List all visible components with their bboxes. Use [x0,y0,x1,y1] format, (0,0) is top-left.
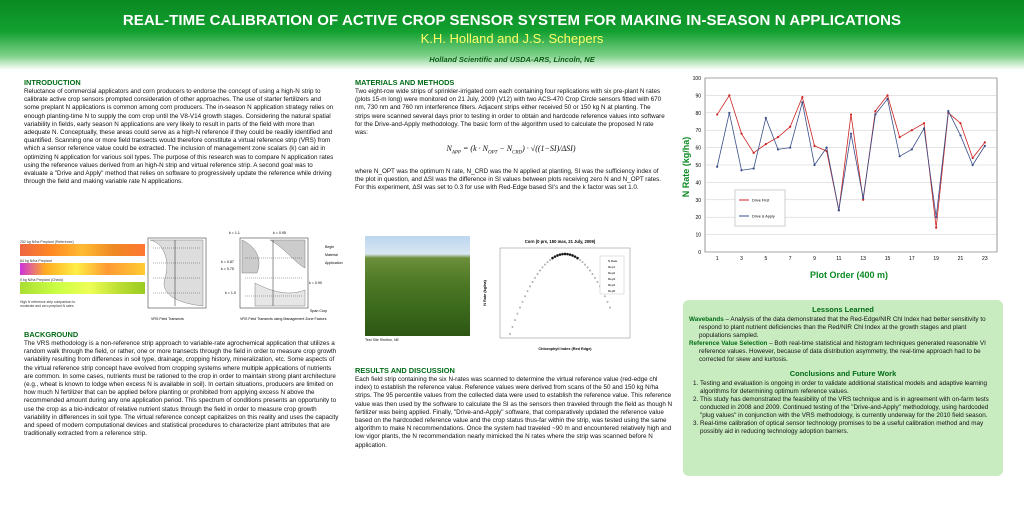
series-1-point [777,136,779,138]
scatter-point [514,319,515,320]
series-2-point [813,164,815,166]
series-2-point [984,145,986,147]
background-heading: BACKGROUND [24,330,79,339]
poster-title: REAL-TIME CALIBRATION OF ACTIVE CROP SENSOR SYSTEM FOR MAKING IN-SEASON N APPLICATIONS [122,12,902,29]
strip-label-2: 84 kg N/ha Preplant [20,259,52,263]
series-2-point [728,112,730,114]
scatter-point [587,267,588,268]
methods-heading: MATERIALS AND METHODS [355,78,455,87]
series-1-point [850,113,852,115]
scatter-point [532,281,533,282]
scatter-point [534,277,535,278]
scatter-point [579,259,580,260]
series-1-point [899,136,901,138]
conclusion-item: 3. Real-time calibration of optical sensor technology promises to be a useful calibration method and may possibly aid in reducing technology adoption barriers. [700,420,997,436]
corn-field-image [365,236,470,336]
series-2-point [765,117,767,119]
scatter-point [564,253,566,255]
scatter-point [551,257,553,259]
scatter-legend-label: Rep3 [608,277,616,281]
conclusion-item: 1. Testing and evaluation is ongoing in order to validate additional statistical models and adaptive learning algorithms for determining optimum reference values. [700,380,997,396]
scatter-point [607,301,608,302]
wavebands-text: – Analysis of the data demonstrated that the Red-Edge/NIR Chl Index had better sensitivity to respond to plant nutrient deficiencies than the Red/NIR Chl Index at the growth stages and plant populations sampled. [699,316,986,339]
series-2-point [862,197,864,199]
photo-caption: Test Site Shelton, NE [365,338,399,342]
scatter-point [554,255,556,257]
chart-xlabel: Plot Order (400 m) [809,270,889,280]
y-tick-label: 100 [692,76,701,82]
y-tick-label: 0 [698,250,701,256]
series-1-point [728,94,730,96]
chart-legend [735,190,785,226]
series-2-point [899,155,901,157]
background-text: The VRS methodology is a non-reference strip approach to variable-rate agrochemical application that utilizes a random walk through the field, or rather, one or more transects through the field in order to measure crop growth variability resulting from differences in soil type, drainage, cropping history, mineralization, etc. Some aspects of the virtual reference strip concept have evolved from cropping systems where multiple applications of nutrients are common. In some cases, nutrients must be rationed to the crop in order to maintain strong plant architecture (e.g., wheat is known to lodge when excess N is available in soil). In certain situations, producers are limited on how much N fertilizer that can be applied before planting or prohibited from applying excess N above the recommended amount during any one application period. This spectrum of conditions presents an opportunity to use the crop as a bio-indicator of relative nutrient status through the field in order to measure crop growth variability in differences in soil type. The virtual reference concept capitalizes on this reality and uses the capacity and speed of modern computational devices and statistical procedures to characterize plant attributes that are traditionally extracted from a reference strip. [24,340,339,438]
refsel-label: Reference Value Selection [689,340,768,347]
vrs-field-caption: VRS Field Transects [151,317,184,321]
x-tick-label: 15 [884,256,891,262]
series-2-point [935,216,937,218]
series-1-point [813,145,815,147]
strip-bar-3 [20,282,145,294]
scatter-point [556,254,558,256]
x-tick-label: 9 [813,256,816,262]
series-2-point [886,98,888,100]
scatter-point [589,270,590,271]
methods-section [355,78,667,193]
lesson-wavebands [689,316,997,340]
series-2-point [789,147,791,149]
conclusion-item: 2. This study has demonstrated the feasibility of the VRS technique and is in agreement with on-farm tests conducted in 2008 and 2009. Continued testing of the "Drive-and-Apply" methodology, using hardcoded "plug values" in conjunction with the VRS methodology, is currently underway for the 2010 field season. [700,396,997,420]
legend-begin: Begin [325,245,335,249]
vrs-diagram [145,228,345,328]
lesson-reference-selection [689,340,997,364]
series-2-point [972,164,974,166]
series-1-point [923,122,925,124]
series-2-point [874,113,876,115]
legend-label: Drive First [752,198,770,203]
scatter-point [576,257,578,259]
scatter-point [512,326,513,327]
y-tick-label: 80 [695,110,701,117]
vrs-field-transects [148,238,206,308]
x-tick-label: 19 [933,256,939,262]
k-label-2: k = 0.95 [273,231,286,235]
x-tick-label: 11 [836,256,842,262]
methods-text-2: where N_OPT was the optimum N rate, N_CRD was the N applied at planting, SI was the sufficiency index of the plot in question, and ΔSI was the difference in SI values between plots receiving zero N and N_OPT rates. For this experiment, ΔSI was set to 0.3 for use with Red-Edge based SI's and the k factor was set 1.0. [355,168,662,192]
legend-label: Drive & Apply [752,214,775,219]
chart-ylabel: N Rate (kg/ha) [681,136,691,198]
vrs-mgmt-caption: VRS Field Transects using Management Zone Factors [240,317,327,321]
x-tick-label: 17 [909,256,915,262]
x-tick-label: 5 [764,256,768,262]
series-2-point [801,101,803,103]
results-text: Each field strip containing the six N-rates was scanned to determine the virtual reference value (red-edge chl index) to establish the reference value. Reference values were derived from scans of the 50 and 150 kg N/ha strips. The 95 percentile values from the collected data were used to establish the reference value. This reference value was then used by the software to calculate the SI as the sensors then traveled through the field as though N fertilizer was being applied. Finally, "Drive-and-Apply" software, that comparatively updated the reference value based on the hardcoded reference value and the crop status thus-far within the strip, was tested using the same algorithm to make N recommendations. Once the system had traveled ~90 m and encountered relatively high and low vigor plants, the N recommendation nearly mimicked the N rates where the strip was scanned before N application. [355,376,673,449]
chart-y-ticks [693,76,702,256]
scatter-point [527,290,528,291]
intro-section [24,78,336,186]
strip-figure [20,236,145,324]
series-2-point [777,148,779,150]
series-1-point [753,152,755,154]
scatter-point [566,253,568,255]
scatter-xlabel: Chlorophyll Index (Red Edge) [538,347,592,351]
scatter-point [544,264,545,265]
strip-caption: High N reference strip comparison to moderate and zero preplant N rates [20,300,76,309]
results-section [355,366,675,450]
equation: $N_{APP} = (k \cdot N_{OPT} - N_{CRD}) \cdot √((1-SI)/\Delta SI)$ [446,144,576,156]
k-label-5: k = 1.0 [225,291,236,295]
series-2-point [716,166,718,168]
poster-affiliation: Holland Scientific and USDA-ARS, Lincoln, NE [429,55,595,64]
x-tick-label: 21 [957,256,964,262]
scatter-point [609,307,610,308]
refsel-text: – Both real-time statistical and histogram techniques generated reasonable VI reference values. However, because of data distribution asymmetry, the real-time approach had to be corrected for skew and kurtosis. [699,340,986,363]
conclusions-heading: Conclusions and Future Work [789,369,897,378]
series-1-point [801,96,803,98]
strip-label-3: 0 kg N/ha Preplant (Check) [20,278,64,282]
series-1-point [765,143,767,145]
scatter-legend-label: Rep5 [608,289,616,293]
strip-bar-1 [20,244,145,256]
series-1-point [886,94,888,96]
scatter-point [559,253,561,255]
legend-application: Application [325,261,343,265]
legend-span-crop: Span Crop [310,309,328,313]
strip-label-1: 252 kg N/ha Preplant (Reference) [20,240,74,244]
poster-authors: K.H. Holland and J.S. Schepers [420,31,604,46]
scatter-point [519,307,520,308]
scatter-point [542,267,543,268]
series-1-point [935,227,937,229]
scatter-point [571,254,573,256]
series-1-point [984,141,986,143]
series-1-point [789,126,791,128]
methods-text: Two eight-row wide strips of sprinkler-irrigated corn each containing four replications with six pre-plant N rates (plots 15-m long) were monitored on 21 July, 2009 (V12) with two ACS-470 Crop Circle sensors fitted with 670 nm, 730 nm and 760 nm interference filters. Adjacent strips either received 50 or 150 kg N at planting. The strips were scanned several days prior to testing in order to obtain and hardcode reference values into software for the Drive-and-Apply methodology. The basic form of the algorithm used to calculate the proposed N rate was: [355,88,665,137]
intro-text: Reluctance of commercial applicators and corn producers to endorse the concept of using a high-N strip to calibrate active crop sensors prompted consideration of other approaches. The use of starter fertilizers and some preplant N applications is common among corn producers. The in-season N application strategy relies on enough planting-time N to supply the corn crop until the V8-V14 growth stages. Considering the natural spatial variability in fields, early season N applications are very likely to result in parts of the field with more than adequate N. Conceptually, these areas could serve as a high-N reference if they could be readily identified and quantified. Scanning one or more field transects would therefore constitute a virtual reference strip (VRS) from which a sensor reference value could be extracted. The inclusion of management zone scalars (k) can aid in optimizing N application for various soil types. The purpose of this research was to compare N application rates using the reference values derived from an high-N strip and virtual reference strip. A second goal was to evaluate a "Drive and Apply" method that relies on software to progressively update the reference while driving through the field and making variable rate N applications. [24,88,334,186]
vrs-mgmt-transects [240,238,308,308]
y-tick-label: 20 [695,215,701,222]
y-tick-label: 50 [695,163,701,169]
scatter-legend-label: Rep2 [608,271,616,275]
scatter-point [582,261,583,262]
y-tick-label: 40 [695,180,701,187]
series-2-point [959,134,961,136]
nrate-chart [675,72,1015,287]
scatter-point [547,261,548,262]
scatter-point [517,313,518,314]
series-2-point [753,167,755,169]
legend-material: Material [325,253,338,257]
scatter-title: Corn (0 prs, 150 mas, 21 July, 2009) [524,239,596,244]
scatter-point [524,296,525,297]
series-2-point [826,147,828,149]
scatter-ylabel: N Rate (kg/ha) [483,280,487,306]
k-label-3: k = 0.87 [221,260,234,264]
scatter-point [574,255,576,257]
x-tick-label: 23 [982,256,988,262]
lessons-panel [683,300,1003,476]
k-label-1: k = 1.1 [229,231,240,235]
k-label-4: k = 0.75 [221,267,234,271]
scatter-point [561,253,563,255]
chart-x-ticks [716,256,988,262]
scatter-point [592,273,593,274]
scatter-legend-label: N Rate [608,259,618,263]
x-tick-label: 13 [860,256,866,262]
scatter-point [539,270,540,271]
y-tick-label: 30 [695,197,701,204]
series-1-point [972,157,974,159]
scatter-legend-label: Rep4 [608,283,616,287]
series-1-point [716,113,718,115]
series-1-point [959,122,961,124]
series-1-point [911,129,913,131]
intro-heading: INTRODUCTION [24,78,81,87]
strip-bar-2 [20,263,145,275]
scatter-point [529,286,530,287]
scatter-point [594,277,595,278]
scatter-point [549,259,550,260]
series-2-point [911,148,913,150]
scatter-point [597,281,598,282]
legend-box [735,190,785,226]
field-photo [365,236,470,346]
y-tick-label: 60 [695,145,701,152]
scatter-point [509,333,510,334]
background-section [24,330,339,438]
y-tick-label: 70 [695,128,701,135]
y-tick-label: 10 [695,232,701,239]
wavebands-label: Wavebands [689,316,724,323]
results-heading: RESULTS AND DISCUSSION [355,366,455,375]
k-label-6: k = 0.90 [309,281,322,285]
x-tick-label: 7 [788,256,792,262]
lessons-heading: Lessons Learned [812,305,874,314]
x-tick-label: 3 [740,256,743,262]
scatter-point [537,273,538,274]
series-1-point [874,110,876,112]
series-2-point [838,209,840,211]
scatter-legend-label: Rep1 [608,265,616,269]
series-2-point [740,169,742,171]
scatter-point [569,253,571,255]
series-2-point [850,133,852,135]
scatter-point [522,301,523,302]
series-1-point [740,133,742,135]
scatter-point [604,296,605,297]
series-2-point [947,110,949,112]
y-tick-label: 90 [695,93,701,100]
series-2-point [923,127,925,129]
scatter-point [584,264,585,265]
scatter-figure [480,236,640,356]
x-tick-label: 1 [715,256,719,262]
conclusions-list [689,380,997,436]
